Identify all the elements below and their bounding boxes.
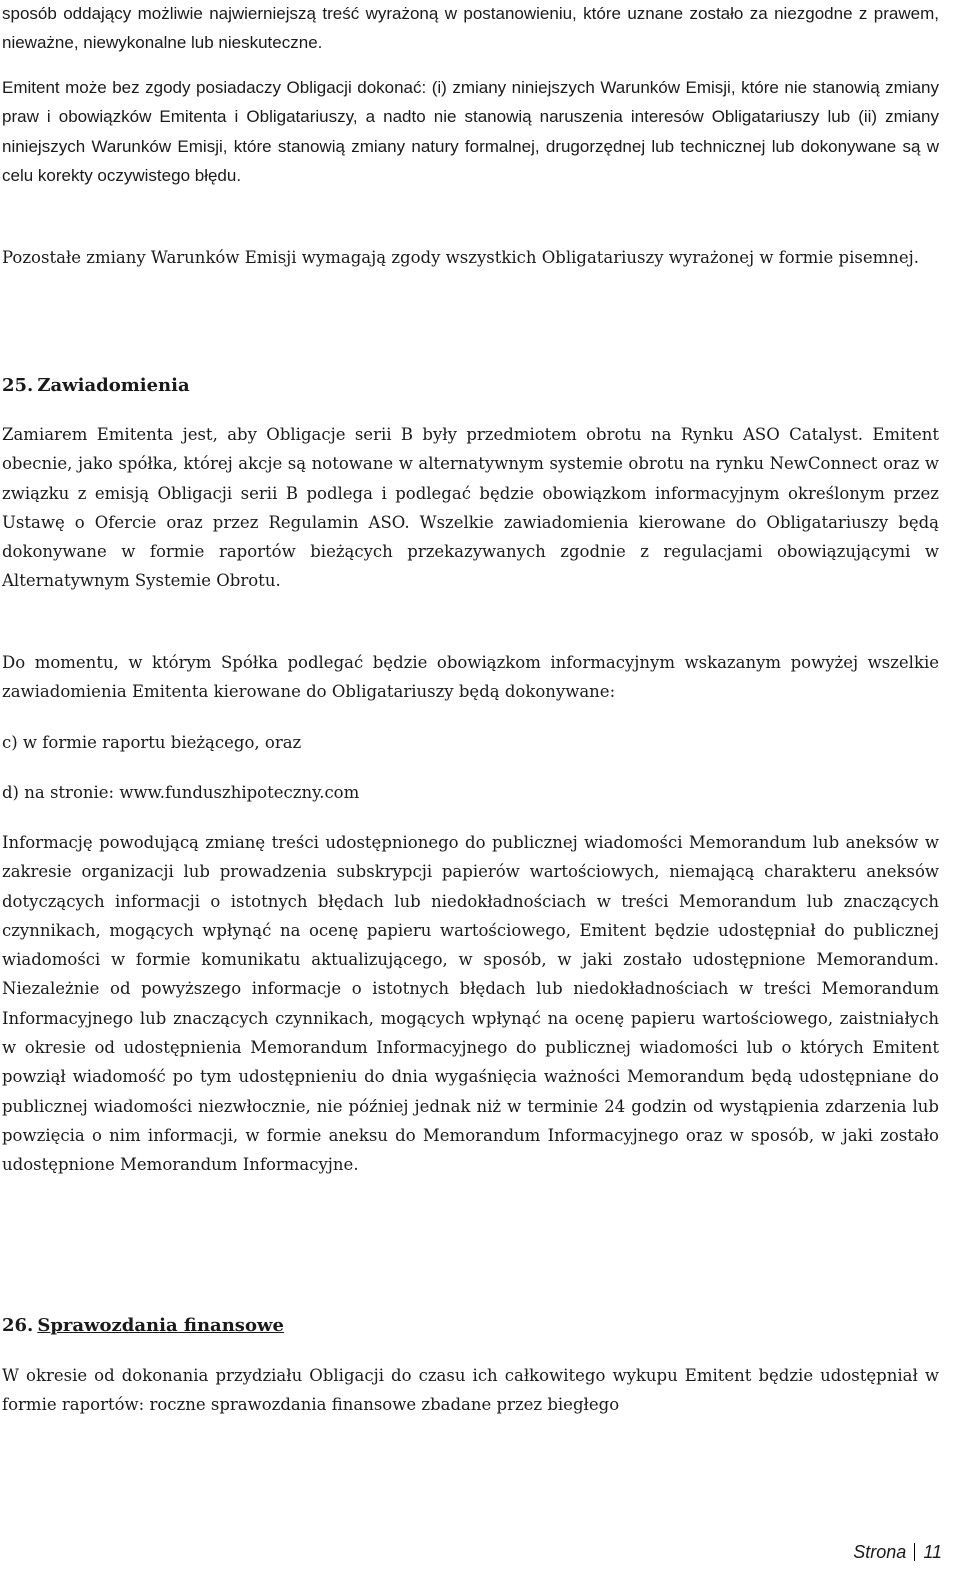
paragraph-until-moment: Do momentu, w którym Spółka podlegać będzie obowiązkom informacyjnym wskazanym powyżej wszelkie zawiadomienia Emitenta kierowane do Obligatariuszy będą dokonywane: bbox=[2, 653, 939, 702]
section-title: Zawiadomienia bbox=[37, 375, 190, 396]
paragraph-issuer-changes: Emitent może bez zgody posiadaczy Obligacji dokonać: (i) zmiany niniejszych Warunków Emisji, które nie stanowią zmiany praw i obowiązków Emitenta i Obligatariuszy, a nadto nie stanowią naruszenia interesów Obligatariuszy lub (ii) zmiany niniejszych Warunków Emisji, które stanowią zmiany natury formalnej, drugorzędnej lub technicznej lub dokonywane są w celu korekty oczywistego błędu. bbox=[2, 78, 939, 185]
section-title: Sprawozdania finansowe bbox=[37, 1315, 284, 1336]
paragraph-financial-reports: W okresie od dokonania przydziału Obligacji do czasu ich całkowitego wykupu Emitent będzie udostępniał w formie raportów: roczne sprawozdania finansowe zbadane przez biegłego bbox=[2, 1366, 939, 1415]
paragraph-other-changes: Pozostałe zmiany Warunków Emisji wymagają zgody wszystkich Obligatariuszy wyrażonej w formie pisemnej. bbox=[2, 248, 920, 267]
footer-separator bbox=[914, 1543, 915, 1561]
page-label: Strona bbox=[853, 1542, 907, 1562]
page-footer bbox=[853, 1541, 942, 1563]
paragraph-notices: Zamiarem Emitenta jest, aby Obligacje serii B były przedmiotem obrotu na Rynku ASO Catalyst. Emitent obecnie, jako spółka, której akcje są notowane w alternatywnym systemie obrotu na rynku NewConnect oraz w związku z emisją Obligacji serii B podlega i podlegać będzie obowiązkom informacyjnym określonym przez Ustawę o Ofercie oraz przez Regulamin ASO. Wszelkie zawiadomienia kierowane do Obligatariuszy będą dokonywane w formie raportów bieżących przekazywanych zgodnie z regulacjami obowiązującymi w Alternatywnym Systemie Obrotu. bbox=[2, 425, 939, 591]
section-number: 26. bbox=[2, 1315, 34, 1336]
page-number: 11 bbox=[923, 1542, 942, 1562]
section-heading-26 bbox=[2, 1311, 284, 1341]
section-heading-25 bbox=[2, 371, 190, 401]
paragraph-continuation: sposób oddający możliwie najwierniejszą treść wyrażoną w postanowieniu, które uznane zostało za niezgodne z prawem, nieważne, niewykonalne lub nieskuteczne. bbox=[2, 4, 939, 53]
list-item-c: c) w formie raportu bieżącego, oraz bbox=[2, 733, 302, 752]
paragraph-memorandum-info: Informację powodującą zmianę treści udostępnionego do publicznej wiadomości Memorandum lub aneksów w zakresie organizacji lub prowadzenia subskrypcji papierów wartościowych, niemającą charakteru aneksów dotyczących informacji o istotnych błędach lub niedokładnościach w treści Memorandum lub znaczących czynnikach, mogących wpłynąć na ocenę papieru wartościowego, Emitent będzie udostępniał do publicznej wiadomości w formie komunikatu aktualizującego, w sposób, w jaki zostało udostępnione Memorandum. Niezależnie od powyższego informacje o istotnych błędach lub niedokładnościach w treści Memorandum Informacyjnego lub znaczących czynnikach, mogących wpłynąć na ocenę papieru wartościowego, zaistniałych w okresie od udostępnienia Memorandum Informacyjnego do publicznej wiadomości lub o których Emitent powziął wiadomość po tym udostępnieniu do dnia wygaśnięcia ważności Memorandum będą udostępniane do publicznej wiadomości niezwłocznie, nie później jednak niż w terminie 24 godzin od wystąpienia zdarzenia lub powzięcia o nim informacji, w formie aneksu do Memorandum Informacyjnego oraz w sposób, w jaki zostało udostępnione Memorandum Informacyjne. bbox=[2, 833, 939, 1175]
section-number: 25. bbox=[2, 375, 34, 396]
list-item-d: d) na stronie: www.funduszhipoteczny.com bbox=[2, 783, 360, 802]
